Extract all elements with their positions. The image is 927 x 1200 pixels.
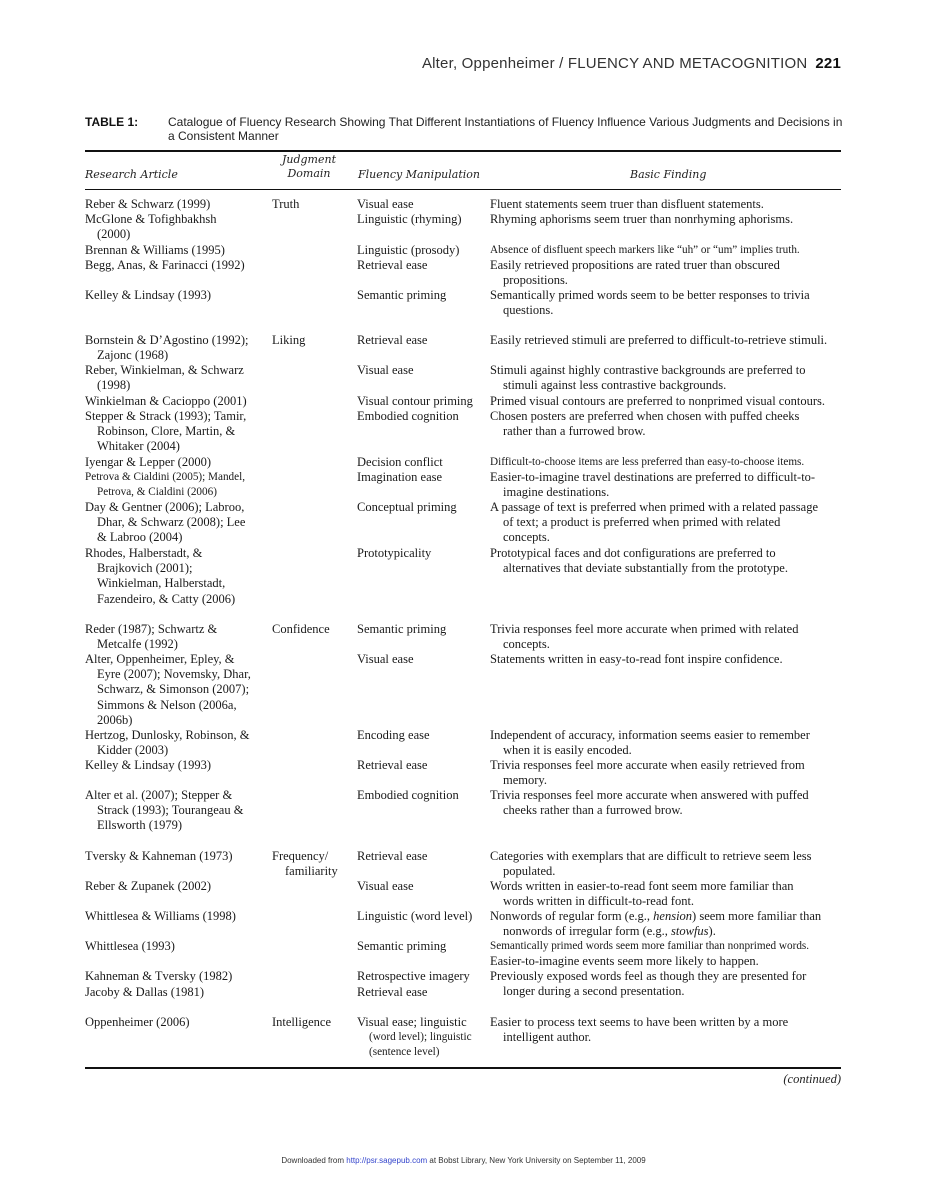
- cell-line: Previously exposed words feel as though they are presented for: [490, 969, 807, 983]
- cell-line: Semantically primed words seem to be better responses to trivia: [490, 288, 810, 302]
- cell-line: Trivia responses feel more accurate when easily retrieved from: [490, 758, 805, 772]
- cell-finding: [490, 288, 810, 318]
- cell-line: Rhyming aphorisms seem truer than nonrhyming aphorisms.: [490, 212, 794, 226]
- cell-manipulation: [357, 652, 414, 667]
- cell-manipulation: [357, 909, 472, 924]
- cell-line: Eyre (2007); Novemsky, Dhar,: [97, 667, 251, 682]
- cell-line: (sentence level): [369, 1046, 440, 1059]
- cell-line: questions.: [503, 303, 554, 318]
- cell-finding: [490, 1015, 788, 1045]
- cell-finding: [490, 243, 800, 258]
- cell-line: Imagination ease: [357, 470, 443, 484]
- cell-line: Easier to process text seems to have been written by a more: [490, 1015, 789, 1029]
- cell-domain: [272, 333, 305, 348]
- cell-line: of text; a product is preferred when primed with related: [503, 515, 781, 530]
- cell-finding: [490, 212, 793, 227]
- cell-line: Retrieval ease: [357, 849, 428, 863]
- download-footer: [0, 1156, 927, 1165]
- column-header-domain-line: Judgment: [281, 153, 337, 166]
- cell-manipulation: [357, 212, 462, 227]
- column-header-article: Research Article: [85, 168, 178, 181]
- cell-finding: [490, 333, 827, 348]
- cell-line: Visual ease; linguistic: [357, 1015, 467, 1029]
- cell-finding: [490, 258, 780, 288]
- cell-line: (2000): [97, 227, 131, 242]
- cell-finding: [490, 546, 788, 576]
- cell-article: [85, 470, 270, 500]
- cell-line: Kelley & Lindsay (1993): [85, 758, 212, 772]
- cell-line: Retrospective imagery: [357, 969, 470, 983]
- cell-line: Petrova & Cialdini (2005); Mandel,: [85, 471, 246, 483]
- cell-line: Reber & Schwarz (1999): [85, 197, 211, 211]
- cell-line: A passage of text is preferred when primed with a related passage: [490, 500, 819, 514]
- cell-article: [85, 409, 270, 455]
- cell-line: Easily retrieved stimuli are preferred to difficult-to-retrieve stimuli.: [490, 333, 828, 347]
- cell-line: Independent of accuracy, information seems easier to remember: [490, 728, 810, 742]
- cell-line: Whittlesea & Williams (1998): [85, 909, 236, 923]
- cell-line: Categories with exemplars that are difficult to retrieve seem less: [490, 849, 812, 863]
- cell-line: Fluent statements seem truer than disfluent statements.: [490, 197, 764, 211]
- cell-article: [85, 969, 270, 984]
- cell-line: Intelligence: [272, 1015, 331, 1029]
- cell-line: Decision conflict: [357, 455, 443, 469]
- cell-line: concepts.: [503, 637, 550, 652]
- cell-line: Frequency/: [272, 849, 329, 863]
- cell-line: Kidder (2003): [97, 743, 169, 758]
- cell-finding: [490, 879, 794, 909]
- cell-article: [85, 622, 270, 652]
- cell-line: Embodied cognition: [357, 409, 459, 423]
- cell-article: [85, 258, 270, 273]
- cell-article: [85, 939, 270, 954]
- cell-finding: [490, 969, 806, 999]
- cell-line: Jacoby & Dallas (1981): [85, 985, 205, 999]
- cell-line: Primed visual contours are preferred to nonprimed visual contours.: [490, 394, 825, 408]
- footer-link[interactable]: http://psr.sagepub.com: [346, 1156, 428, 1165]
- cell-line: Retrieval ease: [357, 333, 428, 347]
- cell-manipulation: [357, 197, 414, 212]
- cell-line: Zajonc (1968): [97, 348, 169, 363]
- cell-manipulation: [357, 849, 427, 864]
- cell-line: stimuli against less contrastive backgrounds.: [503, 378, 727, 393]
- column-header-manipulation: Fluency Manipulation: [358, 168, 480, 181]
- cell-line: Kahneman & Tversky (1982): [85, 969, 233, 983]
- cell-line: McGlone & Tofighbakhsh: [85, 212, 217, 226]
- cell-line: Chosen posters are preferred when chosen with puffed cheeks: [490, 409, 800, 423]
- cell-line: Ellsworth (1979): [97, 818, 183, 833]
- cell-domain: [272, 849, 338, 879]
- cell-finding: [490, 954, 759, 969]
- cell-line: Reber & Zupanek (2002): [85, 879, 212, 893]
- cell-line: imagine destinations.: [503, 485, 610, 500]
- cell-article: [85, 849, 270, 864]
- cell-article: [85, 500, 270, 546]
- cell-line: Whittlesea (1993): [85, 939, 175, 953]
- cell-line: Truth: [272, 197, 300, 211]
- cell-line: alternatives that deviate substantially from the prototype.: [503, 561, 788, 576]
- cell-article: [85, 333, 270, 363]
- cell-manipulation: [357, 363, 414, 378]
- cell-line: Conceptual priming: [357, 500, 457, 514]
- cell-finding: [490, 394, 825, 409]
- cell-line: Semantic priming: [357, 939, 447, 953]
- cell-domain: [272, 622, 330, 637]
- cell-article: [85, 394, 270, 409]
- running-head: [422, 55, 841, 72]
- cell-line: Easier-to-imagine events seem more likely to happen.: [490, 954, 759, 968]
- cell-line: Reder (1987); Schwartz &: [85, 622, 218, 636]
- cell-line: Day & Gentner (2006); Labroo,: [85, 500, 245, 514]
- cell-line: Fazendeiro, & Catty (2006): [97, 591, 236, 606]
- cell-manipulation: [357, 258, 427, 273]
- cell-manipulation: [357, 758, 427, 773]
- cell-manipulation: [357, 1015, 472, 1061]
- cell-manipulation: [357, 728, 430, 743]
- cell-line: (1998): [97, 378, 131, 393]
- cell-line: populated.: [503, 864, 556, 879]
- cell-manipulation: [357, 985, 427, 1000]
- cell-line: memory.: [503, 773, 547, 788]
- cell-line: Prototypicality: [357, 546, 432, 560]
- cell-finding: [490, 939, 809, 954]
- cell-line: Iyengar & Lepper (2000): [85, 455, 211, 469]
- cell-line: Kelley & Lindsay (1993): [85, 288, 212, 302]
- cell-manipulation: [357, 622, 446, 637]
- cell-manipulation: [357, 546, 431, 561]
- table-label: TABLE 1:: [85, 115, 139, 129]
- cell-line: Nonwords of regular form (e.g., hension) seem more familiar than: [490, 909, 822, 923]
- cell-domain: [272, 197, 299, 212]
- cell-line: Tversky & Kahneman (1973): [85, 849, 233, 863]
- cell-finding: [490, 849, 812, 879]
- cell-line: Words written in easier-to-read font seem more familiar than: [490, 879, 794, 893]
- cell-article: [85, 758, 270, 773]
- cell-line: Easily retrieved propositions are rated truer than obscured: [490, 258, 780, 272]
- cell-line: Stepper & Strack (1993); Tamir,: [85, 409, 247, 423]
- cell-line: words written in difficult-to-read font.: [503, 894, 695, 909]
- cell-line: Reber, Winkielman, & Schwarz: [85, 363, 244, 377]
- cell-line: Simmons & Nelson (2006a,: [97, 697, 237, 712]
- cell-line: Hertzog, Dunlosky, Robinson, &: [85, 728, 250, 742]
- cell-line: Visual ease: [357, 879, 414, 893]
- cell-finding: [490, 788, 809, 818]
- cell-domain: [272, 1015, 331, 1030]
- cell-line: intelligent author.: [503, 1030, 592, 1045]
- cell-article: [85, 197, 270, 212]
- cell-line: Strack (1993); Tourangeau &: [97, 803, 244, 818]
- cell-line: propositions.: [503, 273, 568, 288]
- cell-manipulation: [357, 409, 459, 424]
- cell-line: Visual ease: [357, 197, 414, 211]
- cell-finding: [490, 758, 805, 788]
- cell-line: Visual contour priming: [357, 394, 473, 408]
- cell-line: Semantic priming: [357, 622, 447, 636]
- cell-line: rather than a furrowed brow.: [503, 424, 646, 439]
- cell-line: Visual ease: [357, 652, 414, 666]
- cell-line: Winkielman, Halberstadt,: [97, 576, 226, 591]
- table-header-rule: [85, 189, 841, 190]
- cell-article: [85, 455, 270, 470]
- cell-article: [85, 288, 270, 303]
- cell-line: Prototypical faces and dot configurations are preferred to: [490, 546, 776, 560]
- cell-line: 2006b): [97, 712, 133, 727]
- footer-suffix: at Bobst Library, New York University on September 11, 2009: [427, 1156, 646, 1165]
- cell-line: Retrieval ease: [357, 758, 428, 772]
- cell-line: Trivia responses feel more accurate when answered with puffed: [490, 788, 809, 802]
- cell-line: Bornstein & D’Agostino (1992);: [85, 333, 249, 347]
- cell-line: Easier-to-imagine travel destinations are preferred to difficult-to-: [490, 470, 816, 484]
- cell-line: Statements written in easy-to-read font inspire confidence.: [490, 652, 783, 666]
- cell-finding: [490, 652, 783, 667]
- cell-line: Retrieval ease: [357, 258, 428, 272]
- column-header-domain-line: Domain: [287, 167, 331, 180]
- cell-line: Alter, Oppenheimer, Epley, &: [85, 652, 235, 666]
- cell-line: Difficult-to-choose items are less preferred than easy-to-choose items.: [490, 456, 805, 468]
- cell-line: Absence of disfluent speech markers like “uh” or “um” implies truth.: [490, 244, 800, 256]
- cell-article: [85, 652, 270, 728]
- cell-finding: [490, 500, 818, 546]
- cell-line: cheeks rather than a furrowed brow.: [503, 803, 683, 818]
- cell-manipulation: [357, 333, 427, 348]
- cell-manipulation: [357, 788, 459, 803]
- table-top-rule: [85, 150, 841, 152]
- cell-manipulation: [357, 470, 442, 485]
- cell-line: Confidence: [272, 622, 330, 636]
- cell-manipulation: [357, 969, 470, 984]
- cell-article: [85, 1015, 270, 1030]
- column-header-domain: [278, 153, 340, 181]
- cell-line: when it is easily encoded.: [503, 743, 632, 758]
- cell-article: [85, 728, 270, 758]
- cell-finding: [490, 622, 798, 652]
- cell-manipulation: [357, 288, 446, 303]
- cell-line: Winkielman & Cacioppo (2001): [85, 394, 247, 408]
- cell-line: Alter et al. (2007); Stepper &: [85, 788, 233, 802]
- cell-line: longer during a second presentation.: [503, 984, 685, 999]
- cell-line: Dhar, & Schwarz (2008); Lee: [97, 515, 246, 530]
- cell-line: Rhodes, Halberstadt, &: [85, 546, 203, 560]
- cell-line: Metcalfe (1992): [97, 637, 178, 652]
- cell-line: Brajkovich (2001);: [97, 561, 193, 576]
- cell-line: Brennan & Williams (1995): [85, 243, 225, 257]
- cell-line: Encoding ease: [357, 728, 430, 742]
- cell-article: [85, 909, 270, 924]
- cell-manipulation: [357, 243, 459, 258]
- cell-manipulation: [357, 500, 457, 515]
- cell-line: Semantic priming: [357, 288, 447, 302]
- cell-manipulation: [357, 394, 473, 409]
- footer-prefix: Downloaded from: [281, 1156, 347, 1165]
- cell-line: familiarity: [285, 864, 338, 879]
- cell-finding: [490, 363, 806, 393]
- cell-article: [85, 212, 270, 242]
- table-caption-text: Catalogue of Fluency Research Showing That Different Instantiations of Fluency Influence Various Judgments and Decisions in a Consistent Manner: [168, 115, 843, 143]
- cell-line: Visual ease: [357, 363, 414, 377]
- cell-finding: [490, 197, 764, 212]
- cell-line: Petrova, & Cialdini (2006): [97, 486, 217, 499]
- table-caption: [85, 115, 845, 143]
- cell-manipulation: [357, 939, 446, 954]
- cell-article: [85, 546, 270, 607]
- cell-finding: [490, 728, 810, 758]
- cell-line: Linguistic (rhyming): [357, 212, 462, 226]
- cell-line: & Labroo (2004): [97, 530, 183, 545]
- continued-note: (continued): [783, 1072, 841, 1086]
- cell-article: [85, 788, 270, 834]
- cell-line: Linguistic (prosody): [357, 243, 460, 257]
- cell-line: Whitaker (2004): [97, 439, 180, 454]
- cell-finding: [490, 470, 815, 500]
- cell-line: nonwords of irregular form (e.g., stowfus).: [503, 924, 716, 939]
- cell-finding: [490, 455, 804, 470]
- cell-article: [85, 243, 270, 258]
- cell-line: Embodied cognition: [357, 788, 459, 802]
- cell-manipulation: [357, 879, 414, 894]
- running-head-title: Alter, Oppenheimer / FLUENCY AND METACOGNITION: [421, 55, 808, 72]
- cell-line: (word level); linguistic: [369, 1031, 472, 1044]
- cell-line: Retrieval ease: [357, 985, 428, 999]
- cell-finding: [490, 909, 821, 939]
- cell-line: Trivia responses feel more accurate when primed with related: [490, 622, 799, 636]
- cell-line: Begg, Anas, & Farinacci (1992): [85, 258, 245, 272]
- cell-line: Robinson, Clore, Martin, &: [97, 424, 236, 439]
- cell-line: concepts.: [503, 530, 550, 545]
- cell-line: Stimuli against highly contrastive backgrounds are preferred to: [490, 363, 806, 377]
- cell-line: Linguistic (word level): [357, 909, 473, 923]
- cell-article: [85, 879, 270, 894]
- cell-article: [85, 363, 270, 393]
- cell-finding: [490, 409, 799, 439]
- cell-article: [85, 985, 270, 1000]
- cell-line: Semantically primed words seem more familiar than nonprimed words.: [490, 940, 810, 952]
- cell-manipulation: [357, 455, 443, 470]
- table-bottom-rule: [85, 1067, 841, 1069]
- cell-line: Liking: [272, 333, 306, 347]
- column-header-finding: Basic Finding: [630, 168, 707, 181]
- cell-line: Schwarz, & Simonson (2007);: [97, 682, 250, 697]
- cell-line: Oppenheimer (2006): [85, 1015, 190, 1029]
- page-number: 221: [815, 55, 841, 72]
